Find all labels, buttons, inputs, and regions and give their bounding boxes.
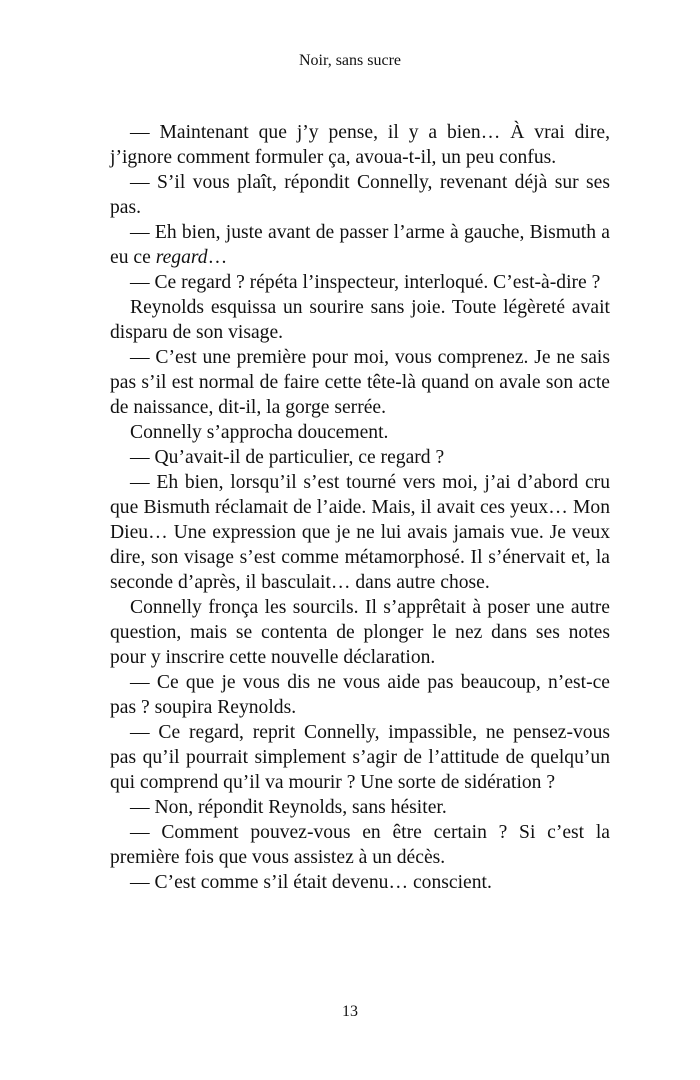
paragraph: — Ce regard, reprit Connelly, impassible, ne pensez-vous pas qu’il pourrait simplement s’agir de l’attitude de quelqu’un qui comprend qu’il va mourir ? Une sorte de sidération ? (110, 722, 610, 793)
running-header: Noir, sans sucre (299, 52, 401, 69)
paragraph-text: … (207, 247, 228, 268)
paragraph: — S’il vous plaît, répondit Connelly, revenant déjà sur ses pas. (110, 172, 610, 218)
emphasis-text: regard (155, 247, 208, 268)
paragraph-text: — Eh bien, juste avant de passer l’arme à gauche, Bismuth a eu ce (110, 222, 610, 268)
paragraph: — Eh bien, lorsqu’il s’est tourné vers moi, j’ai d’abord cru que Bismuth réclamait de l’aide. Mais, il avait ces yeux… Mon Dieu… Une expression que je ne lui avais jamais vue. Je veux dire, son visage s’est comme métamorphosé. Il s’énervait et, la seconde d’après, il basculait… dans autre chose. (110, 472, 610, 593)
paragraph: — Non, répondit Reynolds, sans hésiter. (130, 797, 447, 818)
page-number: 13 (342, 1003, 358, 1020)
paragraph: — Comment pouvez-vous en être certain ? Si c’est la première fois que vous assistez à un décès. (110, 822, 610, 868)
paragraph: Connelly s’approcha doucement. (130, 422, 389, 443)
paragraph: — C’est une première pour moi, vous comprenez. Je ne sais pas s’il est normal de faire cette tête-là quand on avale son acte de naissance, dit-il, la gorge serrée. (110, 347, 610, 418)
paragraph: — Ce que je vous dis ne vous aide pas beaucoup, n’est-ce pas ? soupira Reynolds. (110, 672, 610, 718)
paragraph: — Ce regard ? répéta l’inspecteur, interloqué. C’est-à-dire ? (130, 272, 601, 293)
paragraph: — Maintenant que j’y pense, il y a bien… À vrai dire, j’ignore comment formuler ça, avoua-t-il, un peu confus. (110, 122, 610, 168)
paragraph: Reynolds esquissa un sourire sans joie. Toute légèreté avait disparu de son visage. (110, 297, 610, 343)
text-body (110, 120, 610, 895)
paragraph (110, 220, 610, 270)
paragraph: — Qu’avait-il de particulier, ce regard ? (130, 447, 445, 468)
paragraph: Connelly fronça les sourcils. Il s’apprêtait à poser une autre question, mais se contenta de plonger le nez dans ses notes pour y inscrire cette nouvelle déclaration. (110, 597, 610, 668)
paragraph: — C’est comme s’il était devenu… conscient. (130, 872, 492, 893)
